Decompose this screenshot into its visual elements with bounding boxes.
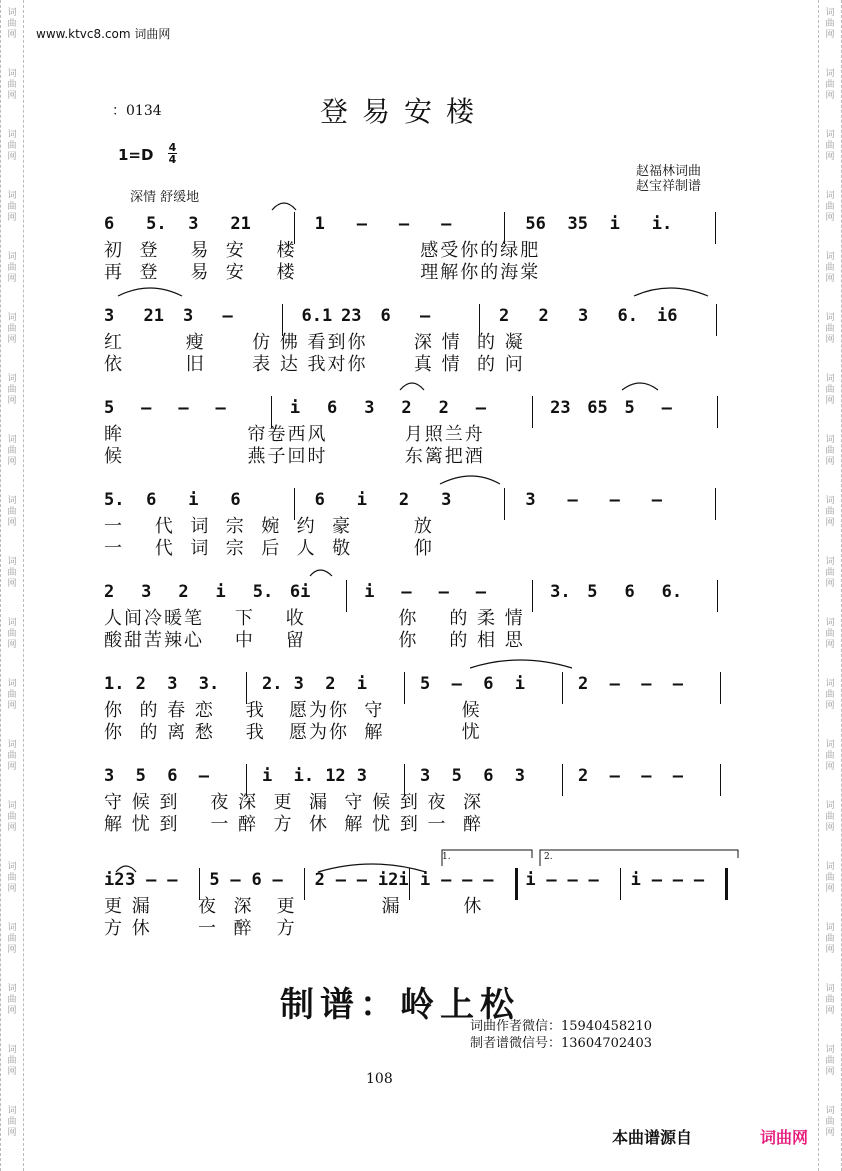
note: 3 (578, 306, 589, 326)
watermark-text: 词 曲 网 (7, 130, 17, 162)
note: 2 (398, 490, 410, 510)
watermark-text: 词 曲 网 (825, 984, 835, 1016)
watermark-text: 词 曲 网 (825, 618, 835, 650)
watermark-text: 词 曲 网 (825, 801, 835, 833)
watermark-text: 词 曲 网 (7, 8, 17, 40)
note: 65 (587, 398, 608, 418)
watermark-text: 词 曲 网 (7, 1045, 17, 1077)
watermark-text: 词 曲 网 (7, 1106, 17, 1138)
note: 2 (538, 306, 549, 326)
note: – (141, 398, 152, 418)
time-signature (168, 142, 177, 165)
source-label: 本曲谱源自 (612, 1128, 693, 1147)
note: 6.1 (301, 306, 333, 326)
key-signature: 1=D (118, 146, 154, 164)
note: – (567, 870, 578, 890)
note: 5 (451, 766, 462, 786)
note: 21 (230, 214, 251, 234)
note: 23 (341, 306, 362, 326)
note: 6 (483, 766, 494, 786)
note: 6 (624, 582, 635, 602)
lyric-line: 红 瘦 仿 佛 看到你 深 情 的 凝 (104, 332, 525, 353)
watermark-text: 词 曲 网 (7, 923, 17, 955)
watermark-text: 词 曲 网 (825, 130, 835, 162)
song-number: ：0134 (112, 103, 162, 119)
contact-info (470, 1018, 652, 1052)
note: i (630, 870, 641, 890)
note: – (475, 398, 486, 418)
note: 2 (401, 398, 412, 418)
note: 6. (661, 582, 683, 602)
slur (470, 660, 572, 668)
note: i (609, 214, 620, 234)
watermark-text: 词 曲 网 (825, 191, 835, 223)
note: – (356, 870, 368, 890)
watermark-text: 词 曲 网 (7, 862, 17, 894)
note: 3 (141, 582, 152, 602)
watermark-text: 词 曲 网 (7, 252, 17, 284)
watermark-text: 词 曲 网 (825, 313, 835, 345)
note: 6 (314, 490, 325, 510)
note: 6i (289, 582, 311, 602)
watermark-text: 词 曲 网 (825, 1106, 835, 1138)
barline (715, 488, 716, 520)
note: – (609, 490, 620, 510)
note: 5 (587, 582, 598, 602)
note: 2 (438, 398, 449, 418)
note: – (215, 398, 226, 418)
note: 6 (146, 490, 157, 510)
note: 1 (314, 214, 325, 234)
barline (716, 304, 717, 336)
note: 6 (251, 870, 262, 890)
time-bottom: 4 (168, 153, 177, 166)
note: 3 (104, 306, 115, 326)
note: i2 (104, 870, 125, 890)
note: – (441, 214, 452, 234)
note: 3 (441, 490, 452, 510)
note: 56 (525, 214, 546, 234)
barline (504, 488, 505, 520)
note: 3 (525, 490, 536, 510)
note: 35 (567, 214, 588, 234)
note: – (451, 674, 462, 694)
note: 6 (104, 214, 115, 234)
barline (725, 868, 728, 900)
note: – (672, 674, 684, 694)
note: – (651, 870, 662, 890)
note: 5. (146, 214, 167, 234)
note: 23 (550, 398, 571, 418)
lyric-line: 你 的 春 恋 我 愿为你 守 候 (104, 700, 482, 721)
watermark-text: 词 曲 网 (7, 374, 17, 406)
note: – (693, 870, 705, 890)
time-top: 4 (168, 141, 177, 154)
note: i. (651, 214, 673, 234)
watermark-text: 词 曲 网 (825, 69, 835, 101)
slur (634, 288, 708, 296)
lyric-line: 初 登 易 安 楼 感受你的绿肥 (104, 240, 541, 261)
note: 3 (364, 398, 375, 418)
note: – (672, 870, 684, 890)
barline (620, 868, 621, 900)
note: – (222, 306, 233, 326)
lyric-line: 一 代 词 宗 婉 约 豪 放 (104, 516, 434, 537)
note: 3 (188, 214, 199, 234)
note: – (335, 870, 346, 890)
lyric-line: 候 燕子回时 东篱把酒 (104, 446, 485, 467)
maker-signature: 制谱：岭上松 (280, 985, 520, 1025)
note: – (546, 870, 557, 890)
watermark-text: 词 曲 网 (825, 496, 835, 528)
note: – (401, 582, 412, 602)
lyric-line: 依 旧 表 达 我对你 真 情 的 问 (104, 354, 525, 375)
barline (717, 396, 718, 428)
note: i6 (657, 306, 678, 326)
note: – (441, 870, 452, 890)
note: 3 (420, 766, 431, 786)
note: i2i (377, 870, 409, 890)
note: i (289, 398, 301, 418)
barline (532, 580, 533, 612)
note: 6 (167, 766, 178, 786)
watermark-text: 词 曲 网 (7, 313, 17, 345)
lyric-line: 酸甜苦辣心 中 留 你 的 相 思 (104, 630, 525, 651)
watermark-text: 词 曲 网 (825, 374, 835, 406)
note: – (651, 490, 662, 510)
slur (118, 288, 182, 296)
barline (720, 672, 721, 704)
note: – (462, 870, 473, 890)
watermark-text: 词 曲 网 (825, 8, 835, 40)
note: – (609, 674, 620, 694)
watermark-text: 词 曲 网 (825, 923, 835, 955)
note: 5 (420, 674, 431, 694)
tempo-marking: 深情 舒缓地 (130, 190, 200, 205)
note: 6 (483, 674, 494, 694)
note: 5 (624, 398, 635, 418)
barline (715, 212, 716, 244)
note: i (356, 674, 368, 694)
watermark-text: 词 曲 网 (7, 496, 17, 528)
note: – (167, 870, 178, 890)
lyric-line: 再 登 易 安 楼 理解你的海棠 (104, 262, 541, 283)
note: 2 (135, 674, 146, 694)
note: 2 (578, 766, 589, 786)
left-watermark-strip (0, 0, 24, 1171)
volta-1: 1. (442, 852, 451, 862)
note: 5 (104, 398, 115, 418)
note: – (672, 766, 684, 786)
note: 3 (125, 870, 136, 890)
note: i (215, 582, 226, 602)
lyric-line: 守 候 到 夜 深 更 漏 守 候 到 夜 深 (104, 792, 483, 813)
watermark-text: 词 曲 网 (7, 435, 17, 467)
note: 6 (327, 398, 338, 418)
note: 1. (104, 674, 125, 694)
note: 3 (104, 766, 115, 786)
credits (636, 164, 701, 194)
lyric-line: 更 漏 夜 深 更 漏 休 (104, 896, 484, 917)
note: – (483, 870, 494, 890)
note: – (641, 674, 652, 694)
watermark-text: 词 曲 网 (7, 984, 17, 1016)
note: i. (293, 766, 315, 786)
page-number: 108 (366, 1071, 393, 1087)
barline (562, 764, 563, 796)
note: – (356, 214, 368, 234)
note: 2 (314, 870, 325, 890)
slur (440, 476, 500, 484)
note: – (661, 398, 672, 418)
note: 3. (198, 674, 220, 694)
note: – (609, 766, 620, 786)
note: 6. (617, 306, 638, 326)
notation-by: 赵宝祥制谱 (636, 179, 702, 194)
watermark-text: 词 曲 网 (825, 1045, 835, 1077)
lyric-line: 你 的 离 愁 我 愿为你 解 忧 (104, 722, 482, 743)
site-header: www.ktvc8.com 词曲网 (36, 27, 171, 41)
note: – (178, 398, 189, 418)
lyric-line: 方 休 一 醉 方 (104, 918, 297, 939)
note: – (398, 214, 410, 234)
barline (562, 672, 563, 704)
note: 2 (499, 306, 510, 326)
barline (515, 868, 518, 900)
note: 3 (167, 674, 178, 694)
note: 2 (325, 674, 336, 694)
watermark-text: 词 曲 网 (7, 740, 17, 772)
note: – (438, 582, 449, 602)
slur (400, 383, 424, 390)
note: 2 (578, 674, 589, 694)
barline (532, 396, 533, 428)
song-title: 登易安楼 (320, 95, 489, 128)
note: i (420, 870, 431, 890)
watermark-text: 词 曲 网 (7, 191, 17, 223)
note: 21 (143, 306, 164, 326)
lyric-line: 眸 帘卷西风 月照兰舟 (104, 424, 485, 445)
note: i (188, 490, 199, 510)
note: i (356, 490, 368, 510)
note: 12 (325, 766, 346, 786)
note: – (146, 870, 157, 890)
watermark-text: 词 曲 网 (825, 740, 835, 772)
contact-maker: 制者谱微信号：13604702403 (470, 1036, 652, 1051)
watermark-text: 词 曲 网 (7, 618, 17, 650)
slur (622, 383, 658, 390)
volta-2: 2. (544, 852, 553, 862)
note: 6 (380, 306, 391, 326)
lyric-line: 人间冷暖笔 下 收 你 的 柔 情 (104, 608, 525, 629)
note: 2 (104, 582, 115, 602)
note: 3 (183, 306, 194, 326)
note: 3 (293, 674, 304, 694)
watermark-text: 词 曲 网 (7, 69, 17, 101)
lyric-line: 一 代 词 宗 后 人 敬 仰 (104, 538, 434, 559)
watermark-text: 词 曲 网 (825, 435, 835, 467)
note: i (364, 582, 375, 602)
watermark-text: 词 曲 网 (7, 801, 17, 833)
note: – (420, 306, 431, 326)
note: 5 (135, 766, 146, 786)
note: 5. (252, 582, 274, 602)
watermark-text: 词 曲 网 (825, 862, 835, 894)
watermark-text: 词 曲 网 (825, 252, 835, 284)
contact-lyricist: 词曲作者微信：15940458210 (470, 1019, 652, 1034)
note: – (198, 766, 210, 786)
watermark-text: 词 曲 网 (825, 679, 835, 711)
note: i (525, 870, 536, 890)
note: 6 (230, 490, 241, 510)
note: – (230, 870, 241, 890)
note: 2. (262, 674, 283, 694)
source-brand[interactable]: 词曲网 (760, 1128, 809, 1147)
lyric-line: 解 忧 到 一 醉 方 休 解 忧 到 一 醉 (104, 814, 483, 835)
note: 2 (178, 582, 189, 602)
watermark-text: 词 曲 网 (7, 557, 17, 589)
barline (720, 764, 721, 796)
note: – (475, 582, 486, 602)
watermark-text: 词 曲 网 (825, 557, 835, 589)
note: – (641, 766, 652, 786)
note: – (567, 490, 578, 510)
right-watermark-strip (818, 0, 842, 1171)
note: i (262, 766, 273, 786)
watermark-text: 词 曲 网 (7, 679, 17, 711)
note: i (514, 674, 526, 694)
note: 3 (514, 766, 526, 786)
lyricist: 赵福林词曲 (636, 164, 702, 179)
barline (717, 580, 718, 612)
note: 5. (104, 490, 125, 510)
note: – (588, 870, 599, 890)
note: – (272, 870, 283, 890)
note: 3. (550, 582, 571, 602)
note: 5 (209, 870, 220, 890)
note: 3 (356, 766, 368, 786)
